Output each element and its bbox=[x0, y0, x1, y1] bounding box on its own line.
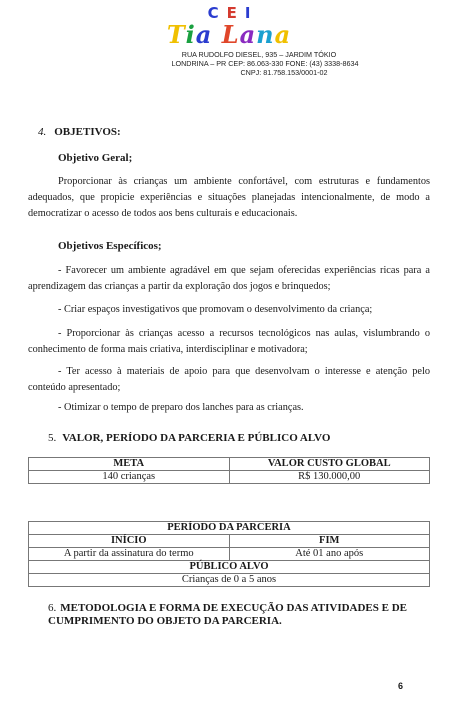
meta-value: 140 crianças bbox=[29, 471, 230, 484]
end-header: FIM bbox=[229, 535, 430, 548]
period-public-table bbox=[28, 521, 430, 587]
end-value: Até 01 ano após bbox=[229, 548, 430, 561]
address-line-3: CNPJ: 81.758.153/0001-02 bbox=[240, 68, 328, 77]
letterhead-address bbox=[0, 50, 458, 77]
meta-header: META bbox=[29, 458, 230, 471]
general-objective-text: Proporcionar às crianças um ambiente confortável, com estruturas e fundamentos adequados, que propicie experiências e situações planejadas intencionalmente, de modo a democratizar o acesso de todos aos bens culturais e educacionais. bbox=[28, 176, 430, 219]
specific-objectives-title: Objetivos Específicos; bbox=[58, 240, 162, 252]
specific-objective-5: - Otimizar o tempo de preparo dos lanches para as crianças. bbox=[58, 402, 304, 413]
meta-value-table bbox=[28, 457, 430, 484]
section-6-heading: 6. METODOLOGIA E FORMA DE EXECUÇÃO DAS ATIVIDADES E DE CUMPRIMENTO DO OBJETO DA PARCERIA. bbox=[48, 602, 408, 627]
public-header: PÚBLICO ALVO bbox=[29, 561, 430, 574]
specific-objective-4: - Ter acesso à materiais de apoio para que desenvolvam o interesse e atenção pelo conteúdo apresentado; bbox=[28, 366, 430, 393]
page-number: 6 bbox=[398, 681, 404, 691]
cei-letter-c: C bbox=[207, 4, 227, 22]
specific-objective-1: - Favorecer um ambiente agradável em que sejam oferecidas experiências ricas para a aprendizagem das crianças a partir da exploração dos jogos e brinquedos; bbox=[28, 265, 430, 292]
cei-letter-i: I bbox=[244, 4, 259, 22]
start-header: INÍCIO bbox=[29, 535, 230, 548]
public-value: Crianças de 0 a 5 anos bbox=[29, 574, 430, 587]
period-header: PERÍODO DA PARCERIA bbox=[29, 522, 430, 535]
global-cost-value: R$ 130.000,00 bbox=[229, 471, 430, 484]
address-line-1: RUA RUDOLFO DIESEL, 935 – JARDIM TÓKIO bbox=[181, 50, 337, 59]
start-value: A partir da assinatura do termo bbox=[29, 548, 230, 561]
section-5-heading: 5. VALOR, PERÍODO DA PARCERIA E PÚBLICO ALVO bbox=[48, 432, 331, 444]
section-4-heading: 4. OBJETIVOS: bbox=[38, 126, 121, 138]
letterhead bbox=[0, 4, 458, 77]
address-line-2: LONDRINA – PR CEP: 86.063-330 FONE: (43) 3338-8634 bbox=[171, 59, 359, 68]
specific-objective-3: - Proporcionar às crianças acesso a recursos tecnológicos nas aulas, vislumbrando o conhecimento de forma mais criativa, interdisciplinar e motivadora; bbox=[28, 328, 430, 355]
cei-letter-e: E bbox=[226, 4, 245, 22]
value-header: VALOR CUSTO GLOBAL bbox=[229, 458, 430, 471]
general-objective-title: Objetivo Geral; bbox=[58, 152, 133, 164]
specific-objective-2: - Criar espaços investigativos que promovam o desenvolvimento da criança; bbox=[58, 304, 373, 315]
tia-lana-logo: Tia Lana bbox=[166, 20, 292, 49]
